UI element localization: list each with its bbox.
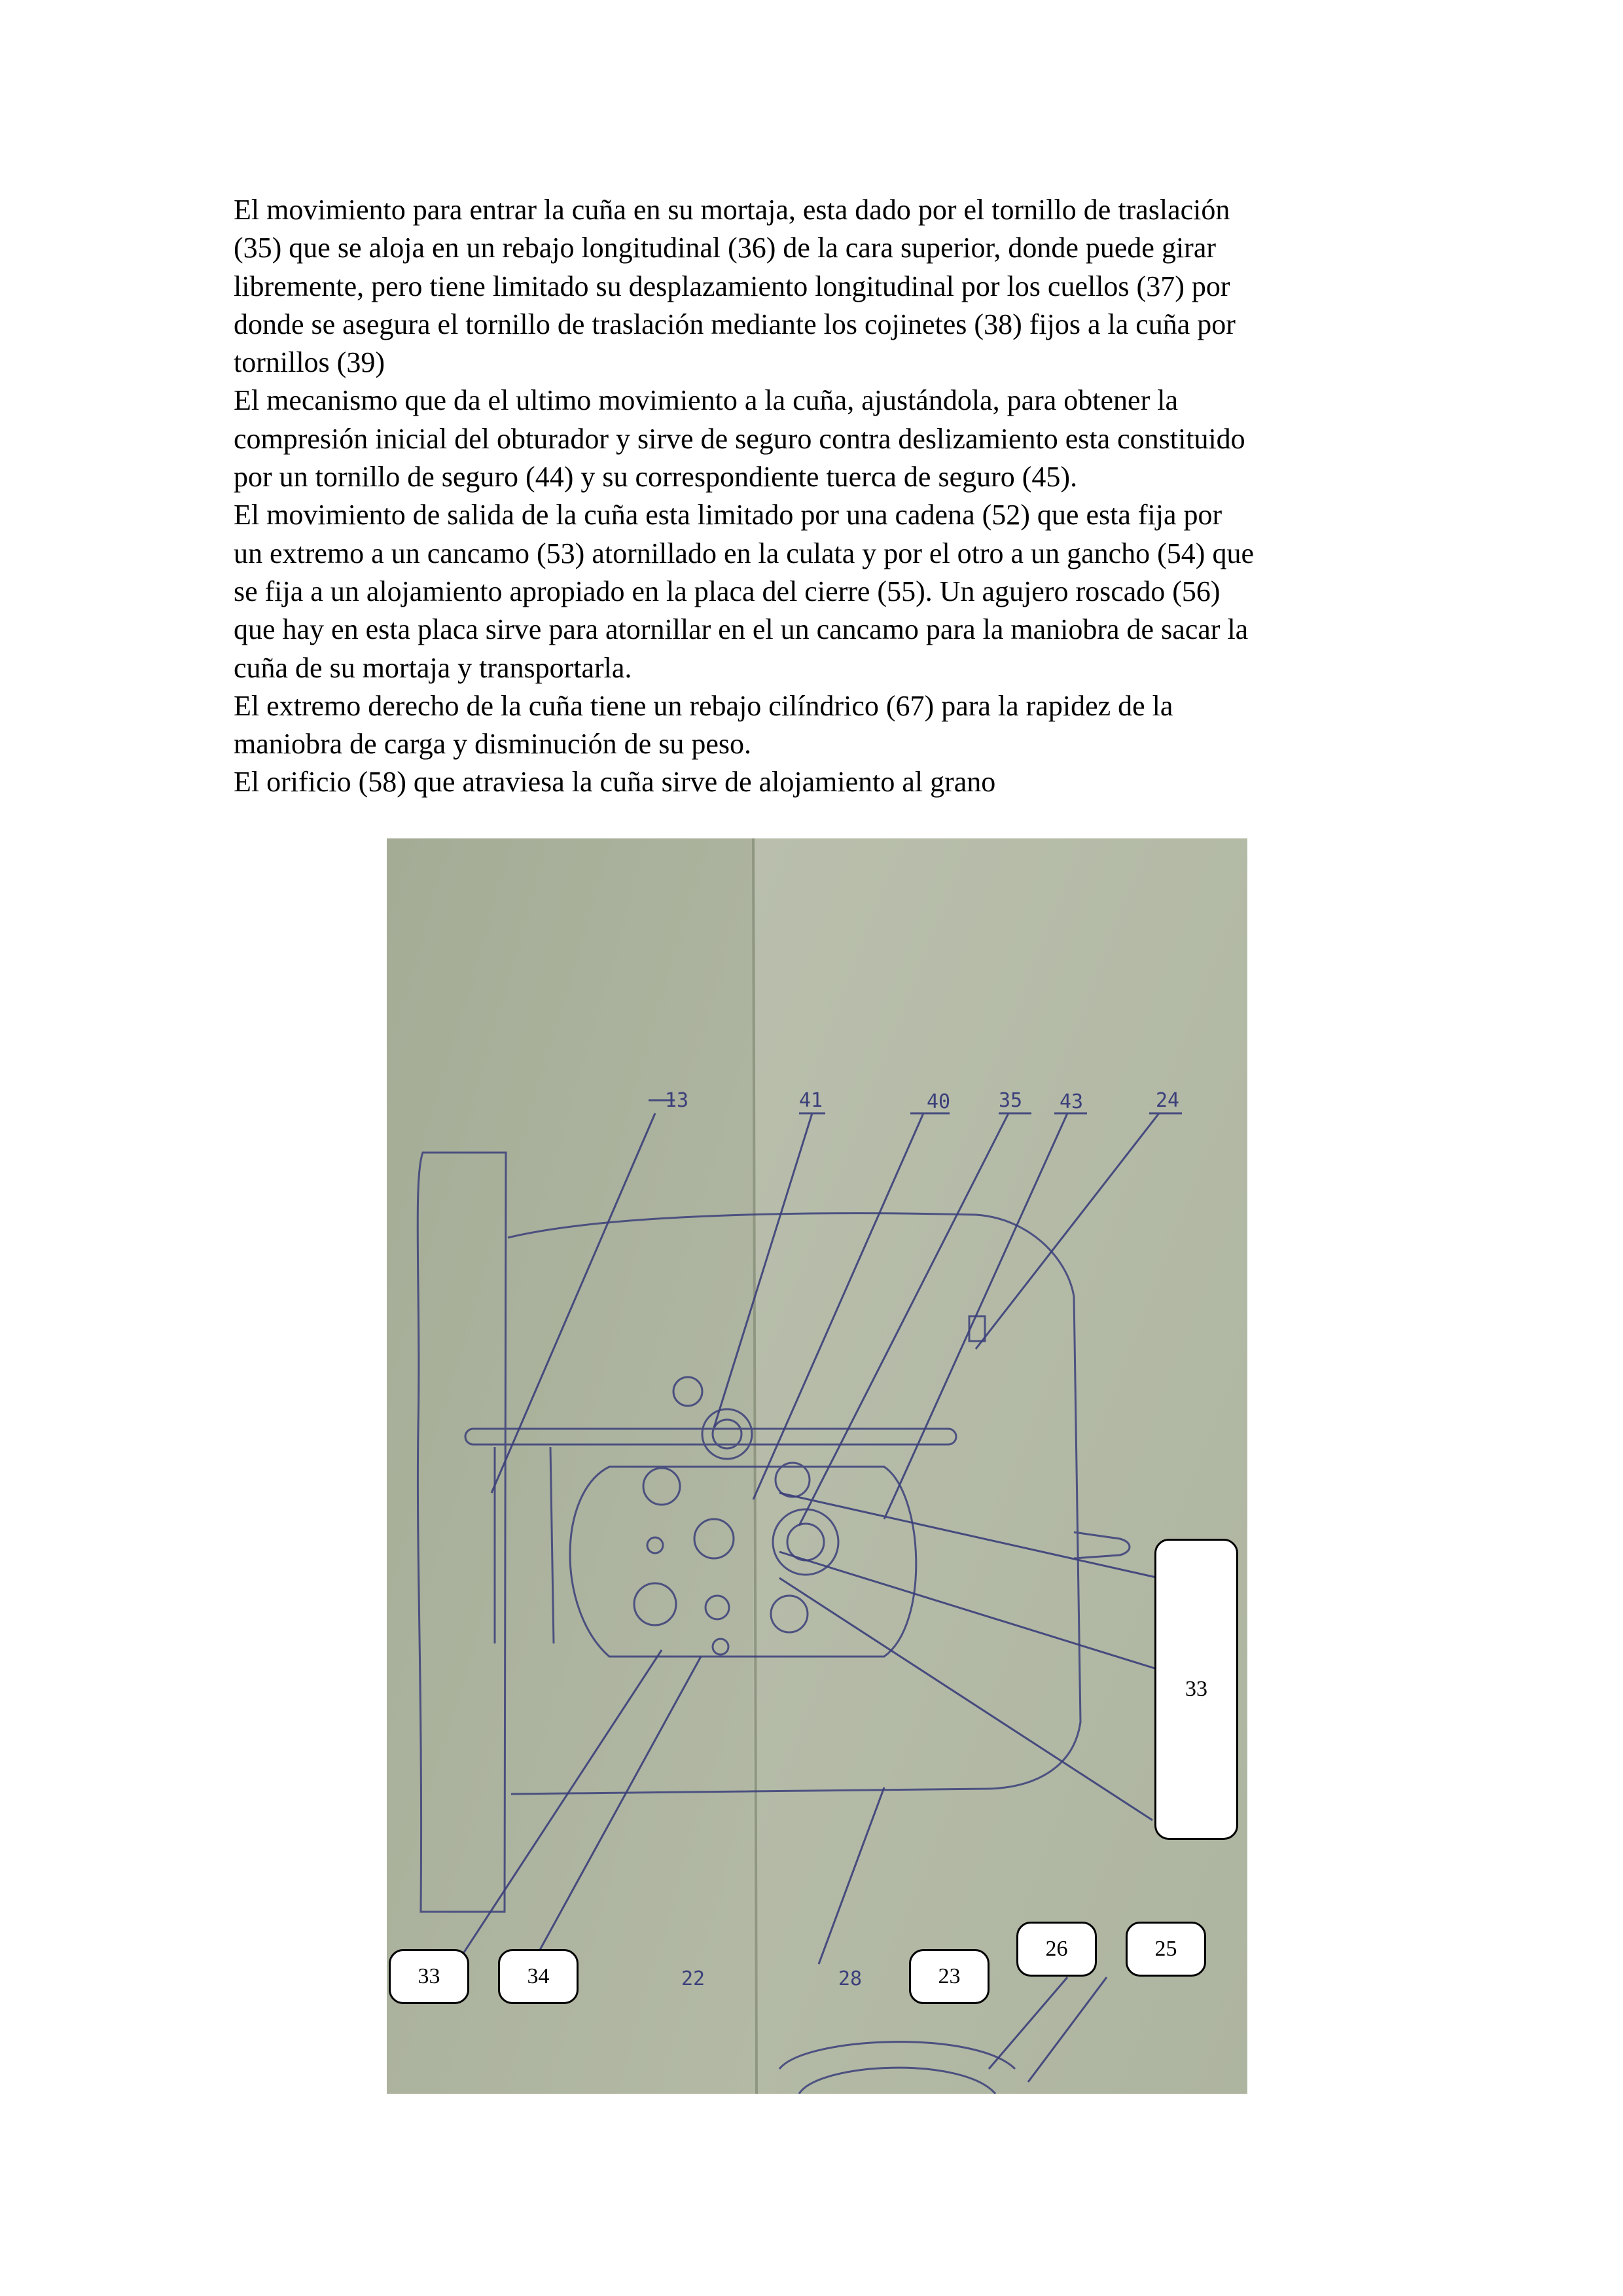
callout-bottom-34: 34 [498, 1949, 579, 2004]
paragraph-line: por un tornillo de seguro (44) y su correspondiente tuerca de seguro (45). [234, 461, 1078, 493]
body-text [234, 191, 1412, 802]
label-43: 43 [1060, 1090, 1084, 1113]
technical-drawing-photo [387, 838, 1247, 2094]
paragraph-line: se fija a un alojamiento apropiado en la placa del cierre (55). Un agujero roscado (56) [234, 575, 1221, 607]
label-41: 41 [799, 1089, 823, 1112]
paragraph-line: tornillos (39) [234, 346, 385, 379]
paragraph-line: El movimiento de salida de la cuña esta limitado por una cadena (52) que esta fija por [234, 499, 1222, 531]
paragraph-line: cuña de su mortaja y transportarla. [234, 651, 632, 684]
callout-right-33: 33 [1154, 1539, 1238, 1840]
label-28: 28 [838, 1967, 863, 1990]
callout-bottom-23: 23 [909, 1949, 990, 2004]
callout-bottom-26: 26 [1016, 1922, 1097, 1977]
paragraph-line: libremente, pero tiene limitado su desplazamiento longitudinal por los cuellos (37) por [234, 270, 1230, 302]
paragraph-line: El extremo derecho de la cuña tiene un rebajo cilíndrico (67) para la rapidez de la [234, 689, 1173, 722]
label-22: 22 [681, 1967, 705, 1990]
paragraph-line: un extremo a un cancamo (53) atornillado en la culata y por el otro a un gancho (54) que [234, 537, 1254, 569]
callout-bottom-33: 33 [389, 1949, 469, 2004]
paragraph-line: (35) que se aloja en un rebajo longitudinal (36) de la cara superior, donde puede girar [234, 232, 1217, 264]
label-24: 24 [1156, 1089, 1180, 1112]
paragraph-line: El orificio (58) que atraviesa la cuña sirve de alojamiento al grano [234, 766, 996, 798]
paragraph-line: que hay en esta placa sirve para atornillar en el un cancamo para la maniobra de sacar la [234, 613, 1249, 646]
paragraph-line: compresión inicial del obturador y sirve de seguro contra deslizamiento esta constituido [234, 422, 1245, 455]
paragraph-line: El movimiento para entrar la cuña en su mortaja, esta dado por el tornillo de traslación [234, 194, 1230, 226]
label-35: 35 [999, 1089, 1023, 1112]
paragraph-line: donde se asegura el tornillo de traslación mediante los cojinetes (38) fijos a la cuña por [234, 308, 1236, 340]
callout-bottom-25: 25 [1126, 1922, 1206, 1977]
paragraph-line: El mecanismo que da el ultimo movimiento a la cuña, ajustándola, para obtener la [234, 384, 1178, 417]
paragraph-line: maniobra de carga y disminución de su peso. [234, 728, 751, 761]
label-40: 40 [927, 1090, 951, 1113]
label-13: 13 [665, 1089, 689, 1112]
